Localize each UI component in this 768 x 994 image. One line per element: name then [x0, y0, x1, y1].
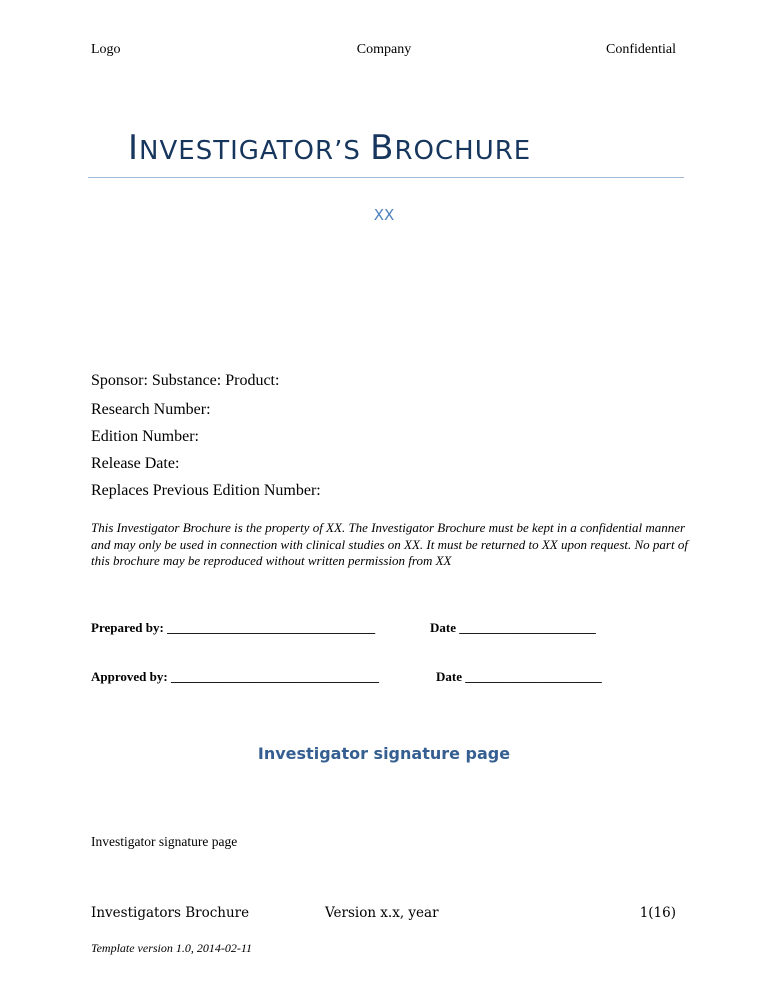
- info-research-number: Research Number:: [91, 401, 211, 418]
- title-cap-1: I: [128, 128, 140, 168]
- approved-date-line: Date _____________________: [436, 669, 602, 684]
- footer-version: Version x.x, year: [325, 905, 439, 921]
- prepared-date-line: Date _____________________: [430, 620, 596, 635]
- footer-document-name: Investigators Brochure: [91, 905, 250, 921]
- title-cap-2: B: [370, 128, 395, 168]
- signature-page-text: Investigator signature page: [91, 834, 238, 849]
- prepared-by-line: Prepared by: ________________________________: [91, 620, 376, 635]
- approved-by-line: Approved by: ________________________________: [91, 669, 379, 684]
- info-release-date: Release Date:: [91, 455, 180, 472]
- document-subtitle: XX: [373, 206, 395, 224]
- signature-page-heading: Investigator signature page: [257, 744, 511, 763]
- title-apostrophe: ’: [334, 136, 344, 166]
- title-part-2: S: [343, 136, 371, 166]
- document-title: [128, 128, 531, 168]
- info-edition-number: Edition Number:: [91, 428, 199, 445]
- confidentiality-notice: This Investigator Brochure is the property of XX. The Investigator Brochure must be kept in a confidential manner and may only be used in connection with clinical studies on XX. It must be returned to XX upon request. No part of this brochure may be reproduced without written permission from XX: [91, 520, 688, 568]
- footer-page-number: 1(16): [639, 905, 676, 921]
- footer-template-version: Template version 1.0, 2014-02-11: [91, 941, 252, 955]
- info-sponsor: Sponsor: Substance: Product:: [91, 372, 280, 389]
- title-divider: [88, 177, 684, 178]
- title-part-1: NVESTIGATOR: [139, 136, 335, 166]
- info-previous-edition: Replaces Previous Edition Number:: [91, 482, 321, 499]
- header-logo-text: Logo: [91, 42, 121, 57]
- header-confidential-text: Confidential: [606, 42, 676, 57]
- title-part-3: ROCHURE: [394, 136, 532, 166]
- header-company-text: Company: [356, 42, 412, 57]
